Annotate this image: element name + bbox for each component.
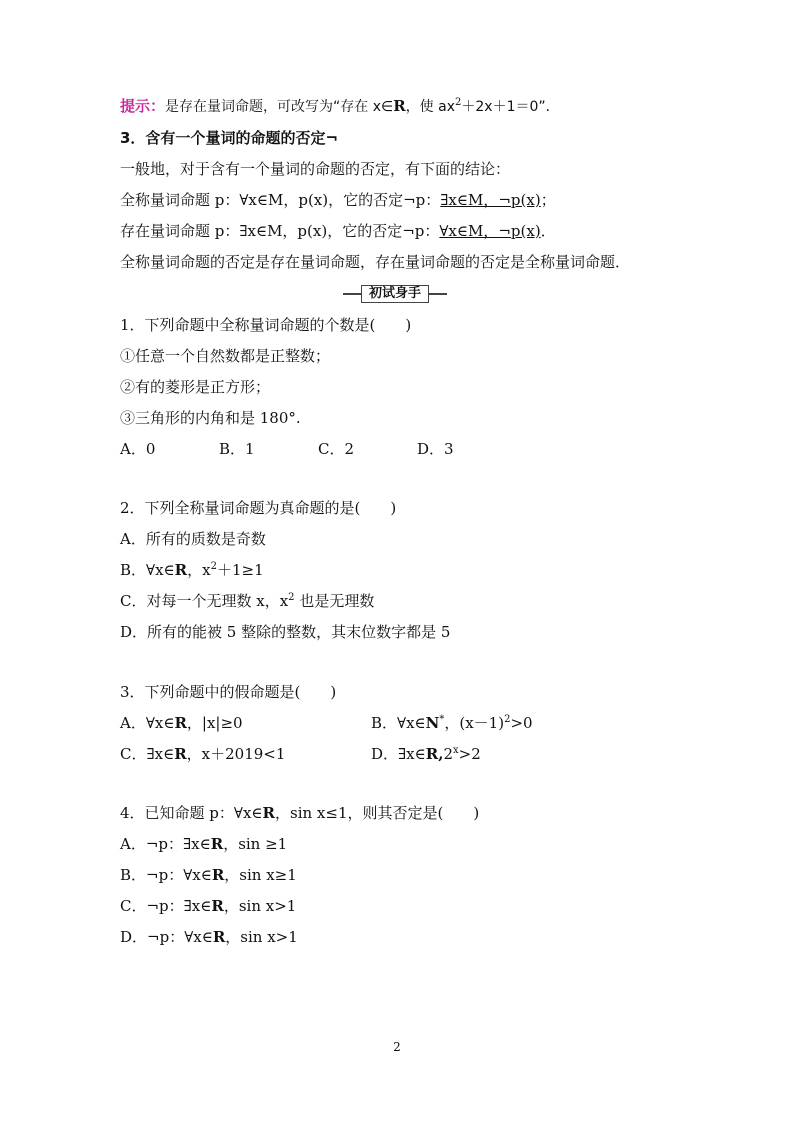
practice-banner: [343, 285, 447, 303]
q1-option-d: D．3: [417, 440, 454, 458]
q2-stem: 2．下列全称量词命题为真命题的是( ): [120, 499, 397, 517]
hint-line: 提示：是存在量词命题，可改写为“存在 x∈R，使 $ax^2+2x+1=0$”．: [120, 97, 560, 115]
q2-option-a: A．所有的质数是奇数: [120, 530, 266, 548]
q4-option-a: A．¬p：∃x∈R，sin ≥1: [120, 835, 288, 853]
existential-negation-answer: ∀x∈M，¬p(x): [439, 222, 541, 240]
banner-label: 初试身手: [361, 285, 429, 303]
section-intro: 一般地，对于含有一个量词的命题的否定，有下面的结论：: [120, 160, 511, 178]
q1-option-c: C．2: [318, 440, 355, 458]
q1-option-a: A．0: [120, 440, 156, 458]
q1-option-b: B．1: [219, 440, 255, 458]
q3-option-b: B．∀x∈N*，$(x-1)^2>0$: [371, 714, 533, 732]
hint-label: 提示：: [120, 97, 166, 115]
q4-option-c: C．¬p：∃x∈R，sin x>1: [120, 897, 297, 915]
q1-item: ③三角形的内角和是 180°.: [120, 409, 301, 427]
q3-option-a: A．∀x∈R，|x|≥0: [120, 714, 243, 732]
section-heading: 3．含有一个量词的命题的否定¬: [120, 129, 339, 147]
section-conclusion: 全称量词命题的否定是存在量词命题，存在量词命题的否定是全称量词命题．: [120, 253, 631, 271]
q2-option-c: C．对每一个无理数 x，$x^2$ 也是无理数: [120, 592, 375, 610]
existential-negation-rule: 存在量词命题 p：∃x∈M，p(x)，它的否定¬p：∀x∈M，¬p(x)．: [120, 222, 556, 240]
q3-option-d: D．$\exists x\in R,2^x>2$: [371, 745, 481, 763]
q2-option-d: D．所有的能被 5 整除的整数，其末位数字都是 5: [120, 623, 451, 641]
q4-option-d: D．¬p：∀x∈R，sin x>1: [120, 928, 298, 946]
page-number: 2: [393, 1040, 401, 1054]
universal-negation-rule: 全称量词命题 p：∀x∈M，p(x)，它的否定¬p：∃x∈M，¬p(x)；: [120, 191, 556, 209]
q2-option-b: B．∀x∈R，$x^2+1\ge 1$: [120, 561, 264, 579]
q3-option-c: C．∃x∈R，x＋2019<1: [120, 745, 286, 763]
q4-option-b: B．¬p：∀x∈R，sin x≥1: [120, 866, 297, 884]
q4-stem: 4．已知命题 p：∀x∈R，sin x≤1，则其否定是( ): [120, 804, 480, 822]
q1-item: ①任意一个自然数都是正整数；: [120, 347, 331, 365]
universal-negation-answer: ∃x∈M，¬p(x): [440, 191, 541, 209]
q1-item: ②有的菱形是正方形；: [120, 378, 271, 396]
q1-stem: 1．下列命题中全称量词命题的个数是( ): [120, 316, 412, 334]
q3-stem: 3．下列命题中的假命题是( ): [120, 683, 337, 701]
